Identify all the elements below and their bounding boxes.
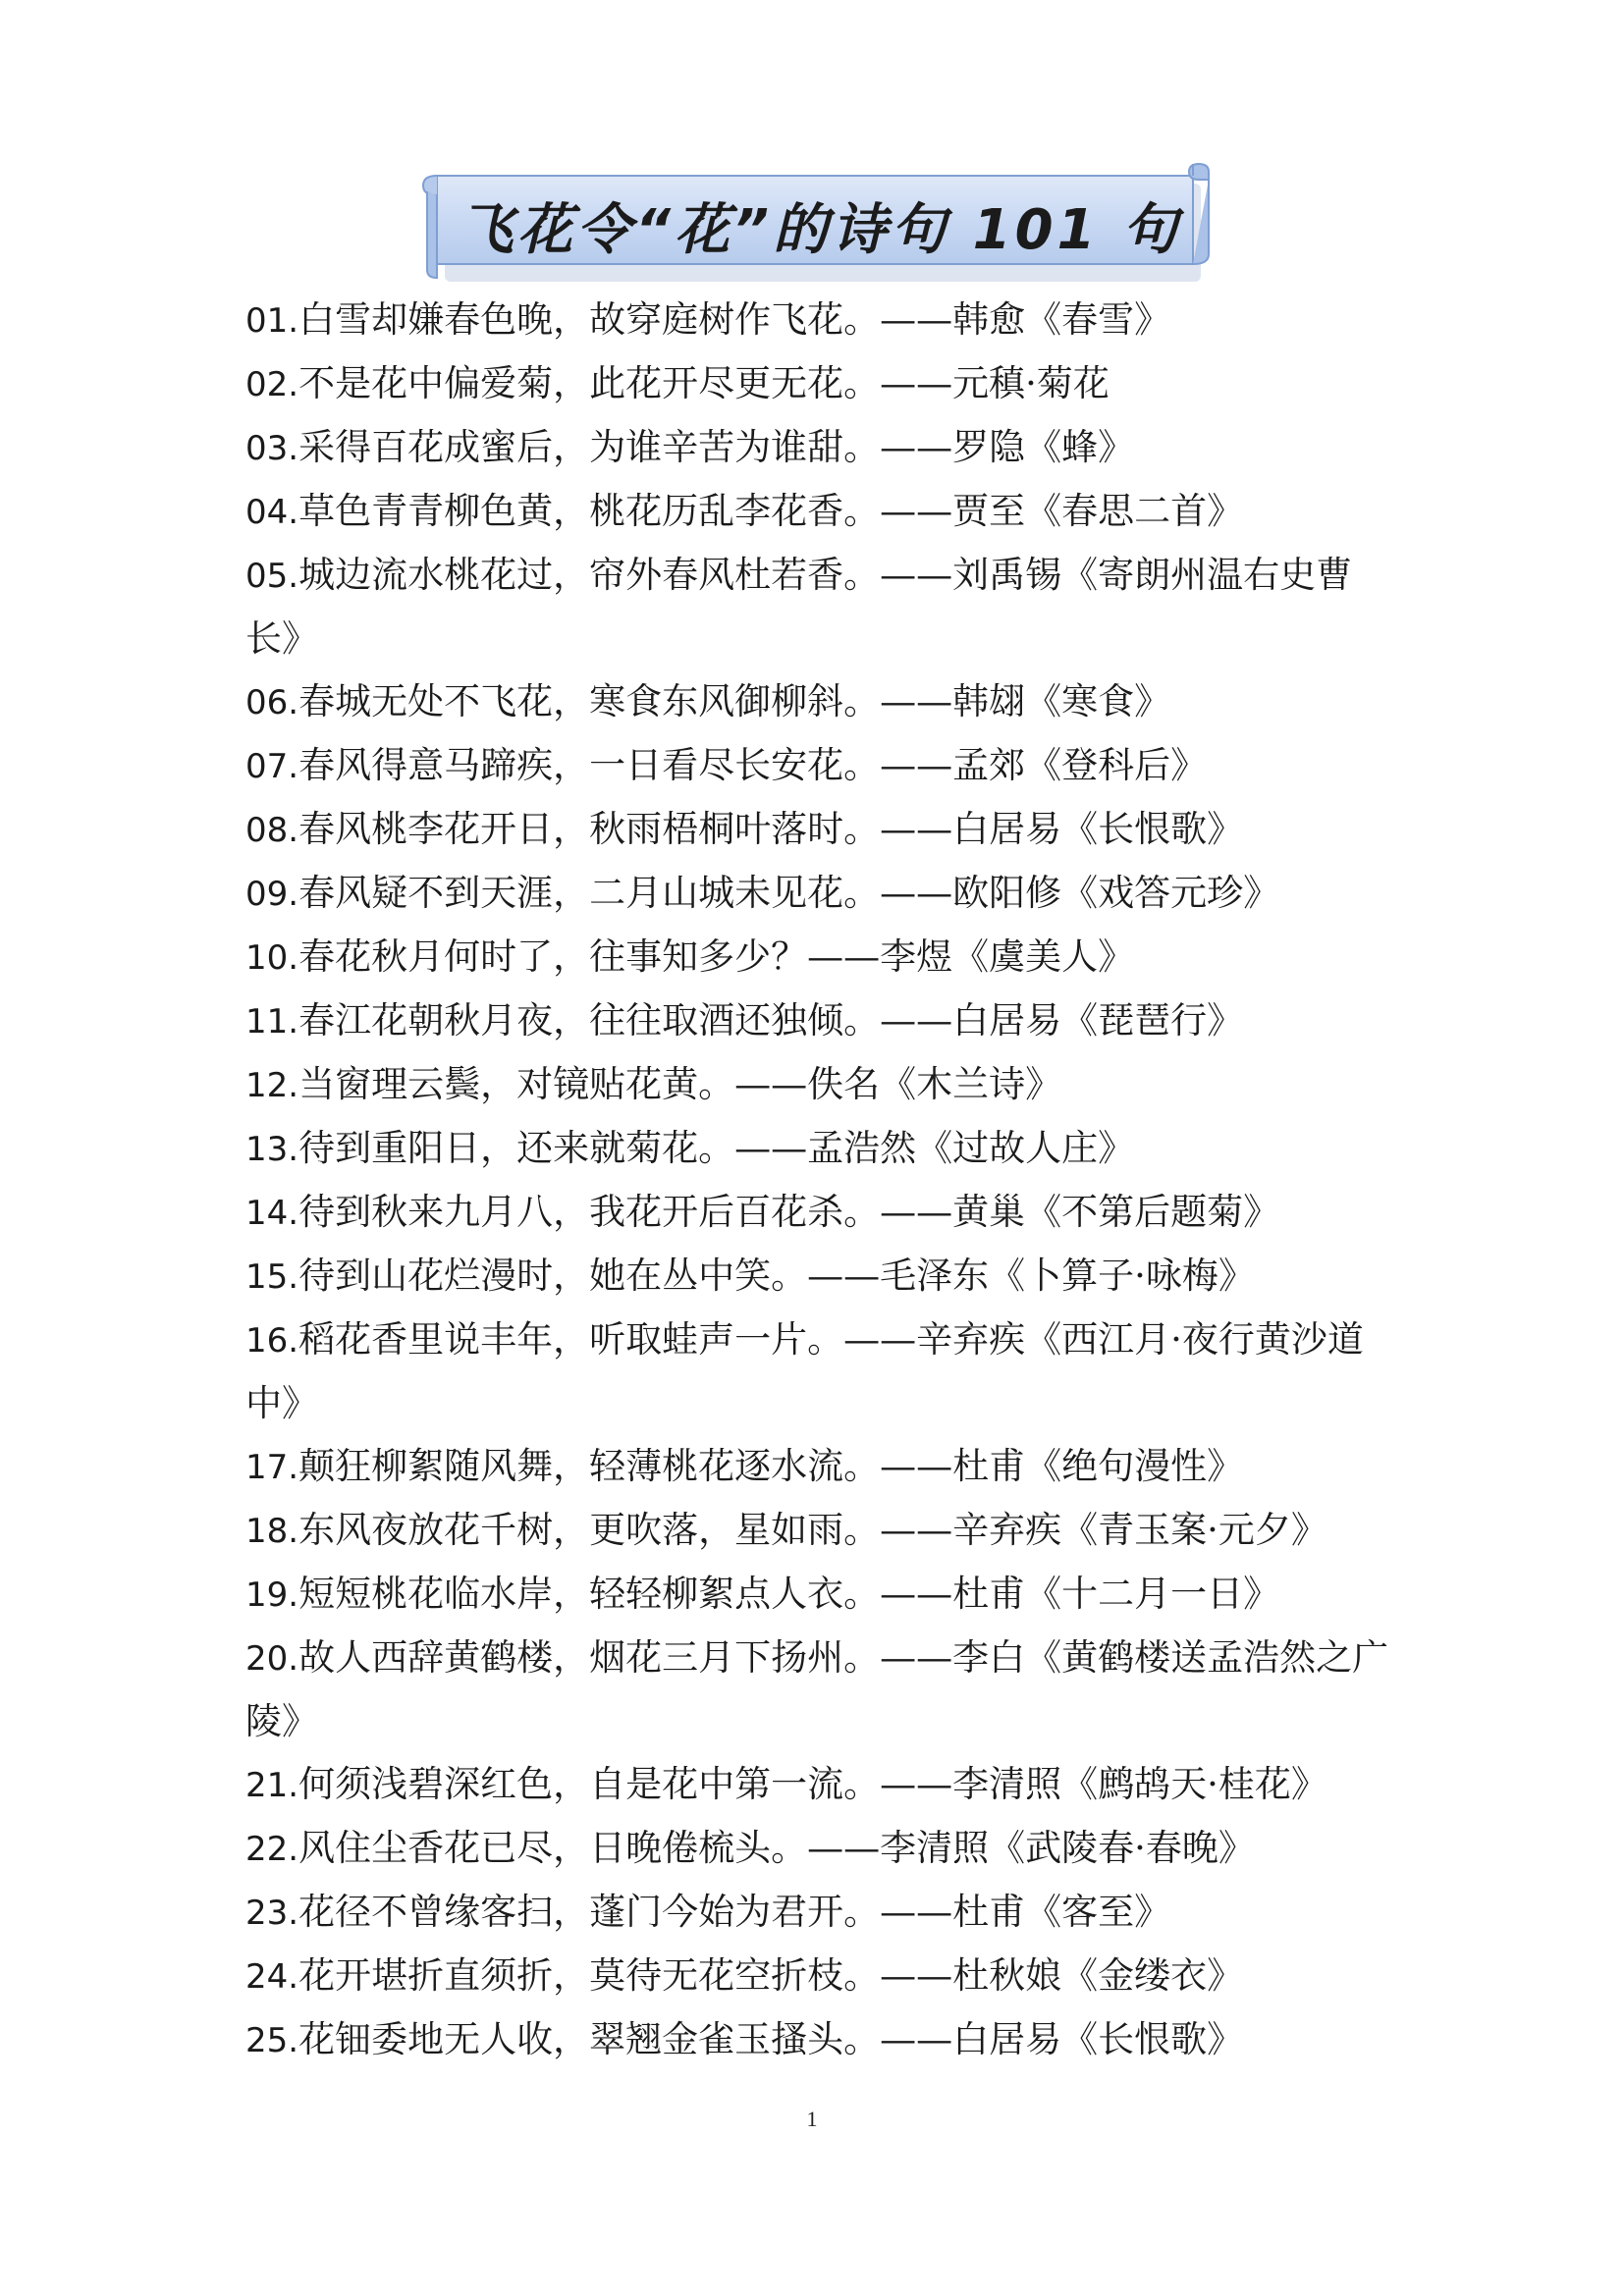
poem-number: 08. [245, 811, 299, 850]
poem-line [245, 1881, 1404, 1945]
poem-text: 当窗理云鬓，对镜贴花黄。——佚名《木兰诗》 [298, 1063, 1062, 1105]
poem-number: 03. [245, 429, 299, 468]
poem-line [245, 1308, 1404, 1435]
poem-line [245, 1181, 1404, 1245]
poem-number: 20. [245, 1639, 299, 1679]
poem-line [245, 989, 1404, 1053]
poem-number: 16. [245, 1321, 299, 1361]
poem-line [245, 1117, 1404, 1181]
page-title: 飞花令“花”的诗句 101 句 [458, 198, 1182, 262]
poem-list [245, 289, 1404, 2072]
poem-text: 春风得意马蹄疾，一日看尽长安花。——孟郊《登科后》 [298, 744, 1208, 786]
poem-line [245, 798, 1404, 862]
poem-line [245, 352, 1404, 416]
poem-number: 05. [245, 557, 299, 596]
poem-number: 10. [245, 938, 299, 978]
poem-line [245, 1753, 1404, 1817]
poem-text: 故人西辞黄鹤楼，烟花三月下扬州。——李白《黄鹤楼送孟浩然之广陵》 [245, 1636, 1389, 1742]
poem-number: 01. [245, 301, 299, 341]
poem-number: 02. [245, 365, 299, 404]
poem-number: 11. [245, 1002, 299, 1041]
poem-text: 稻花香里说丰年，听取蛙声一片。——辛弃疾《西江月·夜行黄沙道中》 [245, 1318, 1364, 1424]
poem-text: 花径不曾缘客扫，蓬门今始为君开。——杜甫《客至》 [298, 1891, 1171, 1933]
poem-text: 城边流水桃花过，帘外春风杜若香。——刘禹锡《寄朗州温右史曹长》 [245, 554, 1353, 660]
poem-line [245, 734, 1404, 798]
poem-number: 21. [245, 1766, 299, 1805]
poem-line [245, 1627, 1404, 1753]
poem-text: 春花秋月何时了，往事知多少？——李煜《虞美人》 [298, 935, 1135, 978]
poem-text: 春江花朝秋月夜，往往取酒还独倾。——白居易《琵琶行》 [298, 999, 1244, 1041]
poem-line [245, 862, 1404, 926]
poem-number: 18. [245, 1512, 299, 1551]
poem-text: 风住尘香花已尽，日晚倦梳头。——李清照《武陵春·春晚》 [298, 1827, 1255, 1869]
poem-number: 14. [245, 1194, 299, 1233]
poem-text: 春风桃李花开日，秋雨梧桐叶落时。——白居易《长恨歌》 [298, 808, 1244, 850]
poem-text: 花钿委地无人收，翠翘金雀玉搔头。——白居易《长恨歌》 [298, 2018, 1244, 2060]
poem-number: 06. [245, 683, 299, 722]
poem-text: 春城无处不飞花，寒食东风御柳斜。——韩翃《寒食》 [298, 680, 1171, 722]
poem-line [245, 1435, 1404, 1499]
poem-number: 15. [245, 1257, 299, 1297]
poem-number: 23. [245, 1894, 299, 1933]
poem-line [245, 1245, 1404, 1308]
poem-line [245, 926, 1404, 989]
poem-text: 花开堪折直须折，莫待无花空折枝。——杜秋娘《金缕衣》 [298, 1954, 1244, 1997]
poem-line [245, 670, 1404, 734]
poem-line [245, 289, 1404, 352]
poem-number: 24. [245, 1957, 299, 1997]
poem-text: 短短桃花临水岸，轻轻柳絮点人衣。——杜甫《十二月一日》 [298, 1573, 1280, 1615]
poem-number: 22. [245, 1830, 299, 1869]
page-number: 1 [806, 2107, 818, 2131]
poem-text: 何须浅碧深红色，自是花中第一流。——李清照《鹧鸪天·桂花》 [298, 1763, 1327, 1805]
poem-line [245, 2008, 1404, 2072]
poem-text: 待到重阳日，还来就菊花。——孟浩然《过故人庄》 [298, 1127, 1135, 1169]
poem-number: 09. [245, 875, 299, 914]
poem-text: 颠狂柳絮随风舞，轻薄桃花逐水流。——杜甫《绝句漫性》 [298, 1445, 1244, 1487]
poem-number: 19. [245, 1575, 299, 1615]
poem-text: 东风夜放花千树，更吹落，星如雨。——辛弃疾《青玉案·元夕》 [298, 1509, 1327, 1551]
poem-number: 25. [245, 2021, 299, 2060]
poem-text: 待到秋来九月八，我花开后百花杀。——黄巢《不第后题菊》 [298, 1191, 1280, 1233]
poem-number: 12. [245, 1066, 299, 1105]
poem-number: 04. [245, 493, 299, 532]
poem-text: 春风疑不到天涯，二月山城未见花。——欧阳修《戏答元珍》 [298, 872, 1280, 914]
poem-line [245, 1563, 1404, 1627]
poem-line [245, 1817, 1404, 1881]
poem-text: 草色青青柳色黄，桃花历乱李花香。——贾至《春思二首》 [298, 490, 1244, 532]
poem-number: 13. [245, 1130, 299, 1169]
poem-text: 白雪却嫌春色晚，故穿庭树作飞花。——韩愈《春雪》 [298, 298, 1171, 341]
poem-line [245, 544, 1404, 670]
poem-number: 17. [245, 1448, 299, 1487]
poem-line [245, 416, 1404, 480]
title-scroll-banner [417, 162, 1222, 286]
poem-text: 待到山花烂漫时，她在丛中笑。——毛泽东《卜算子·咏梅》 [298, 1255, 1255, 1297]
poem-line [245, 480, 1404, 544]
poem-line [245, 1053, 1404, 1117]
poem-number: 07. [245, 747, 299, 786]
poem-line [245, 1945, 1404, 2008]
poem-text: 不是花中偏爱菊，此花开尽更无花。——元稹·菊花 [298, 362, 1110, 404]
poem-line [245, 1499, 1404, 1563]
poem-text: 采得百花成蜜后，为谁辛苦为谁甜。——罗隐《蜂》 [298, 426, 1135, 468]
